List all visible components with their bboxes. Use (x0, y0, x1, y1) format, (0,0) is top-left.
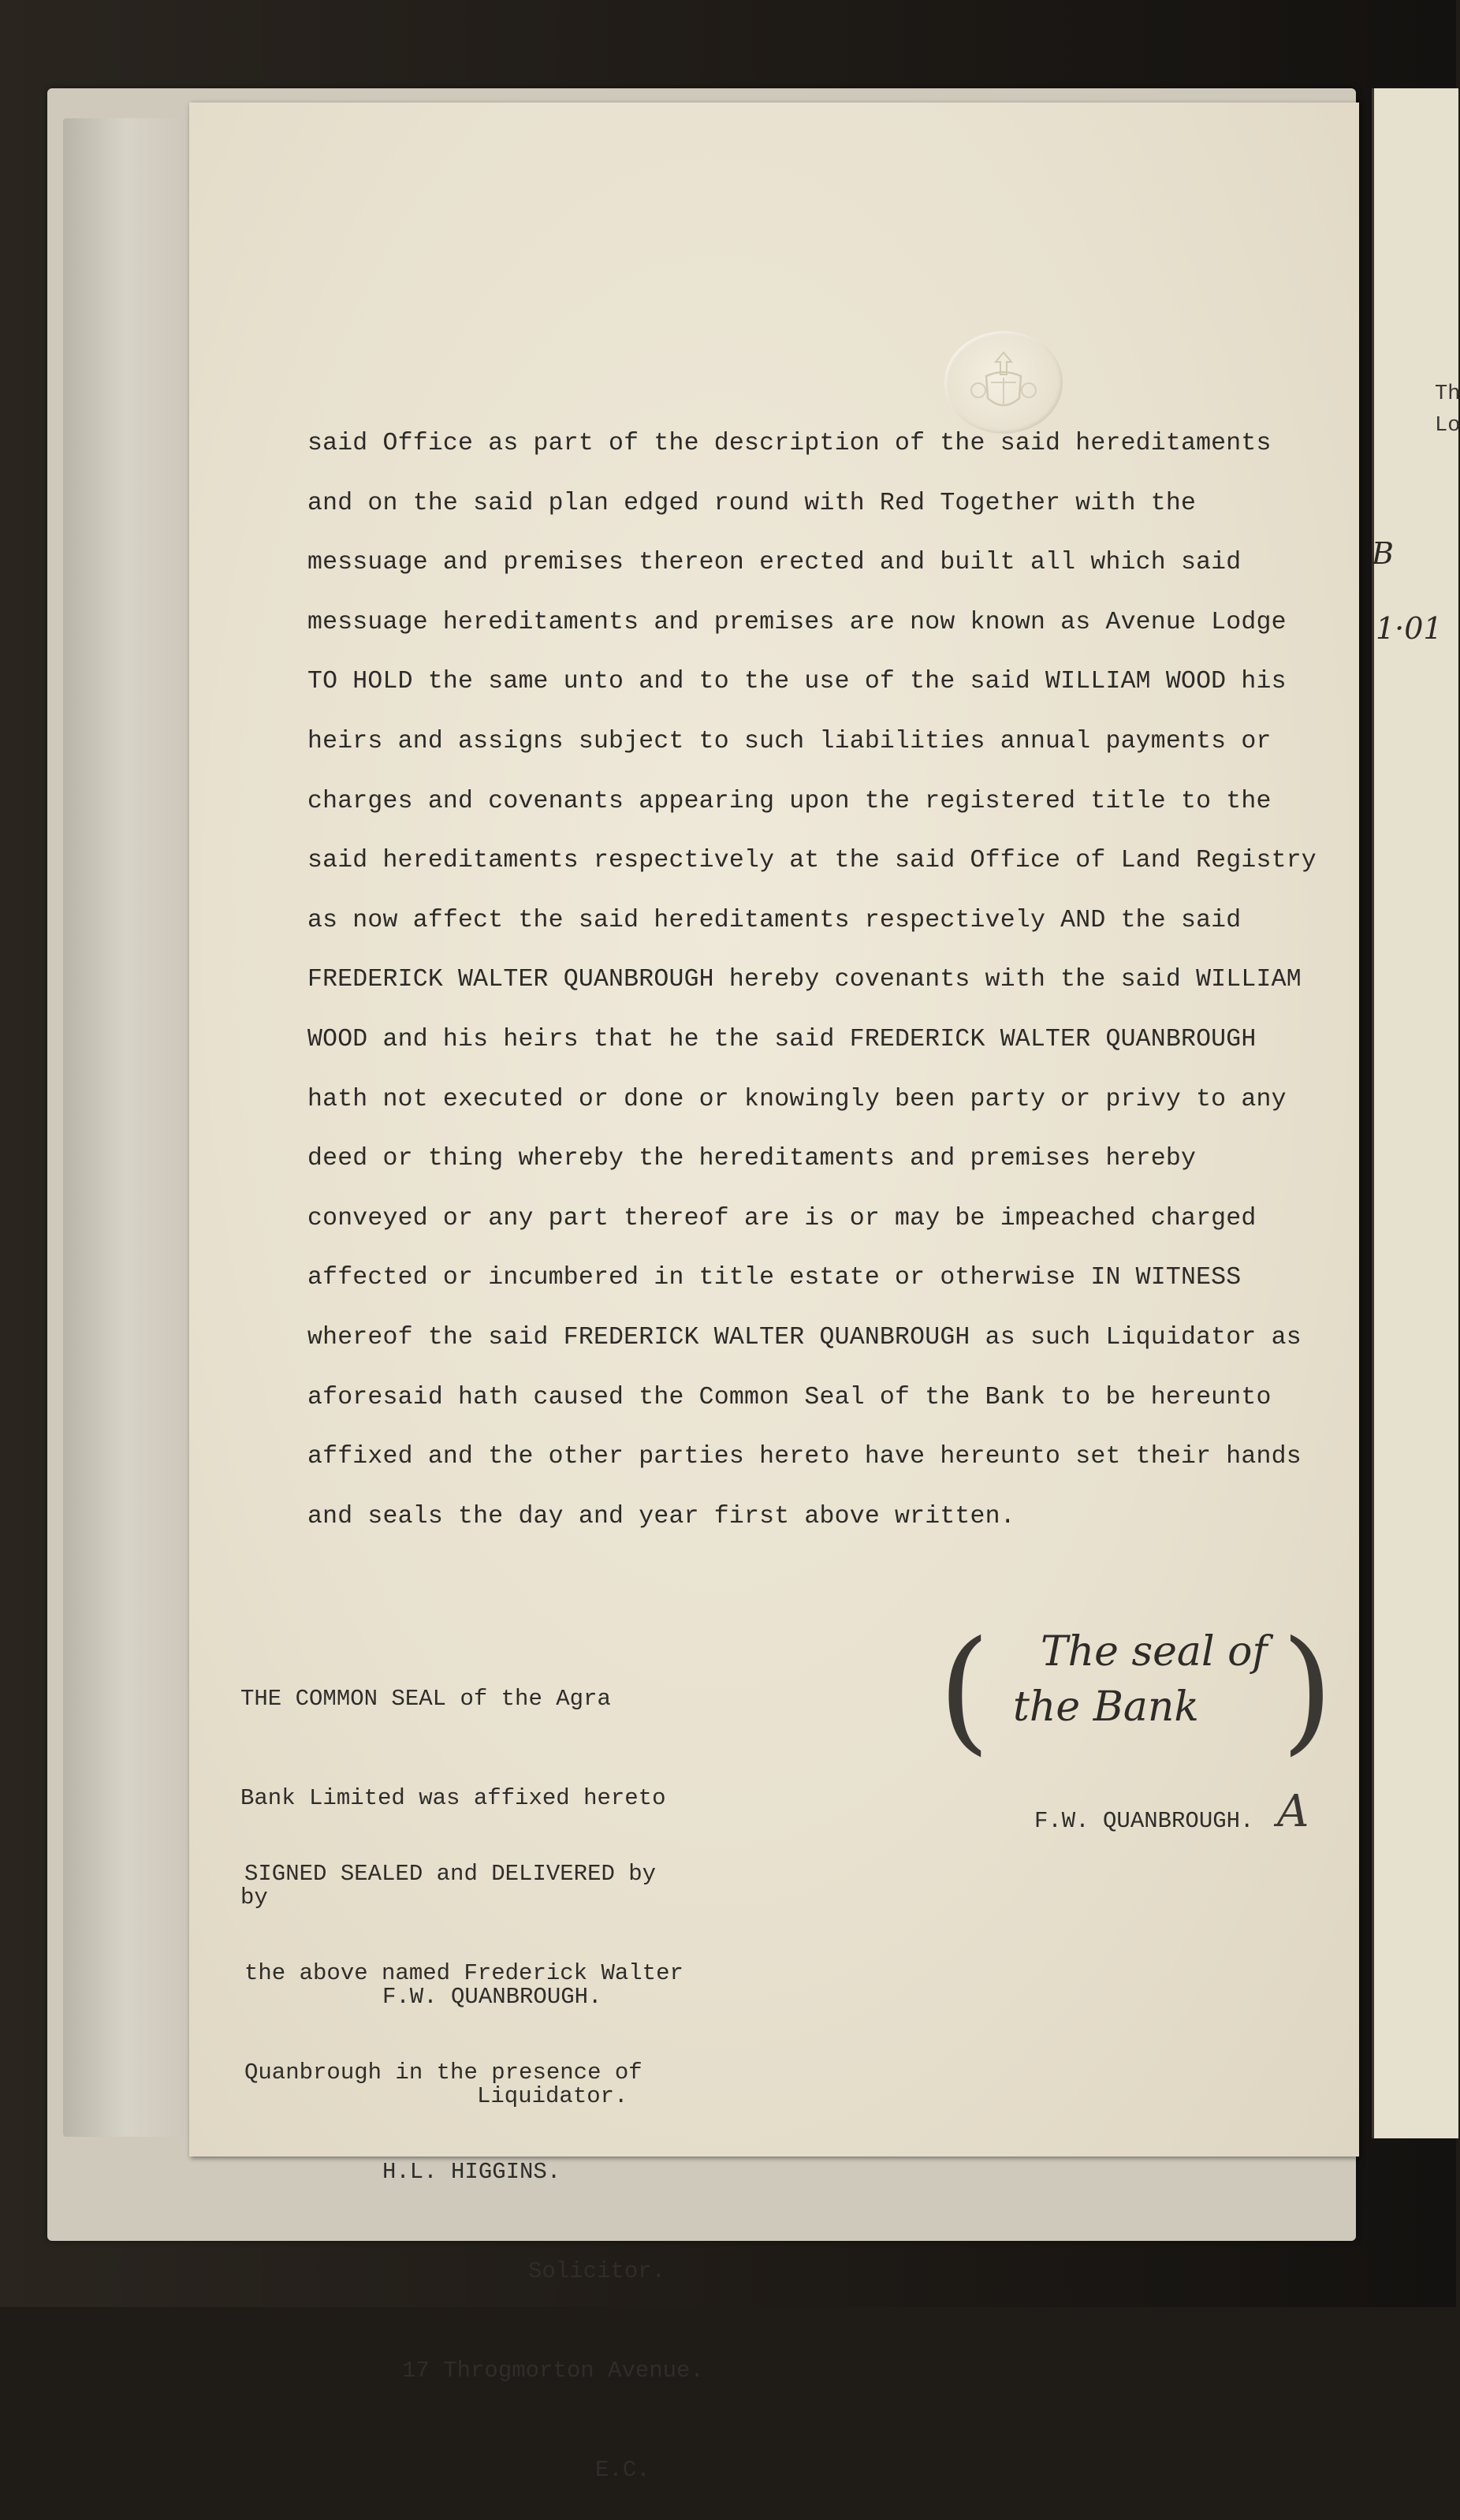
witness-name: H.L. HIGGINS. (382, 2159, 561, 2185)
body-line: conveyed or any part thereof are is or may be impeached charged (307, 1204, 1257, 1232)
body-line: and seals the day and year first above written. (307, 1502, 1015, 1530)
signed-clause-line: the above named Frederick Walter (244, 1960, 683, 1986)
seal-clause-name: F.W. QUANBROUGH. (382, 1984, 602, 2010)
witness-address: E.C. (595, 2457, 650, 2483)
body-line: FREDERICK WALTER QUANBROUGH hereby covenants with the said WILLIAM (307, 966, 1302, 994)
margin-note: 1·01 (1376, 611, 1443, 646)
seal-clause-line: by (240, 1884, 268, 1911)
body-line: affected or incumbered in title estate or otherwise IN WITNESS (307, 1264, 1242, 1292)
seal-note-line: The seal of (1041, 1628, 1268, 1676)
signatory-name: F.W. QUANBROUGH. (1034, 1808, 1254, 1834)
witness-address: 17 Throgmorton Avenue. (402, 2358, 704, 2384)
witness-role: Solicitor. (528, 2258, 666, 2284)
deed-body-text (307, 414, 1364, 1546)
handwritten-initial: A (1277, 1786, 1309, 1837)
left-bracket-mark: ( (938, 1612, 991, 1769)
body-line: WOOD and his heirs that he the said FREDERICK WALTER QUANBROUGH (307, 1025, 1257, 1053)
signed-clause-line: Quanbrough in the presence of (244, 2060, 642, 2086)
adjacent-page-text (1435, 378, 1460, 442)
margin-note: B (1372, 536, 1394, 571)
body-line: aforesaid hath caused the Common Seal of the Bank to be hereunto (307, 1383, 1272, 1411)
body-line: and on the said plan edged round with Red Together with the (307, 489, 1197, 517)
adjacent-page-line: Th (1435, 382, 1460, 406)
body-line: said Office as part of the description of the said hereditaments (307, 430, 1272, 457)
body-line: messuage and premises thereon erected and built all which said (307, 549, 1242, 577)
seal-note-line: the Bank (1013, 1683, 1199, 1731)
body-line: as now affect the said hereditaments respectively AND the said (307, 906, 1242, 934)
body-line: whereof the said FREDERICK WALTER QUANBROUGH as such Liquidator as (307, 1323, 1302, 1351)
seal-clause-role: Liquidator. (477, 2083, 628, 2109)
body-line: heirs and assigns subject to such liabilities annual payments or (307, 727, 1272, 755)
body-line: deed or thing whereby the hereditaments and premises hereby (307, 1145, 1197, 1173)
body-line: affixed and the other parties hereto have hereunto set their hands (307, 1443, 1302, 1471)
seal-clause-line: THE COMMON SEAL of the Agra (240, 1686, 611, 1712)
body-line: charges and covenants appearing upon the registered title to the (307, 787, 1272, 815)
handwritten-seal-note (938, 1612, 1344, 1770)
signed-sealed-clause (244, 1791, 704, 2520)
seal-clause-line: Bank Limited was affixed hereto (240, 1785, 666, 1811)
signed-clause-line: SIGNED SEALED and DELIVERED by (244, 1861, 657, 1887)
body-line: messuage hereditaments and premises are now known as Avenue Lodge (307, 608, 1287, 636)
body-line: said hereditaments respectively at the said Office of Land Registry (307, 847, 1317, 875)
adjacent-page-line: Lo (1435, 414, 1460, 438)
body-line: TO HOLD the same unto and to the use of the said WILLIAM WOOD his (307, 668, 1287, 696)
right-bracket-mark: ) (1281, 1612, 1334, 1769)
body-line: hath not executed or done or knowingly been party or privy to any (307, 1085, 1287, 1113)
